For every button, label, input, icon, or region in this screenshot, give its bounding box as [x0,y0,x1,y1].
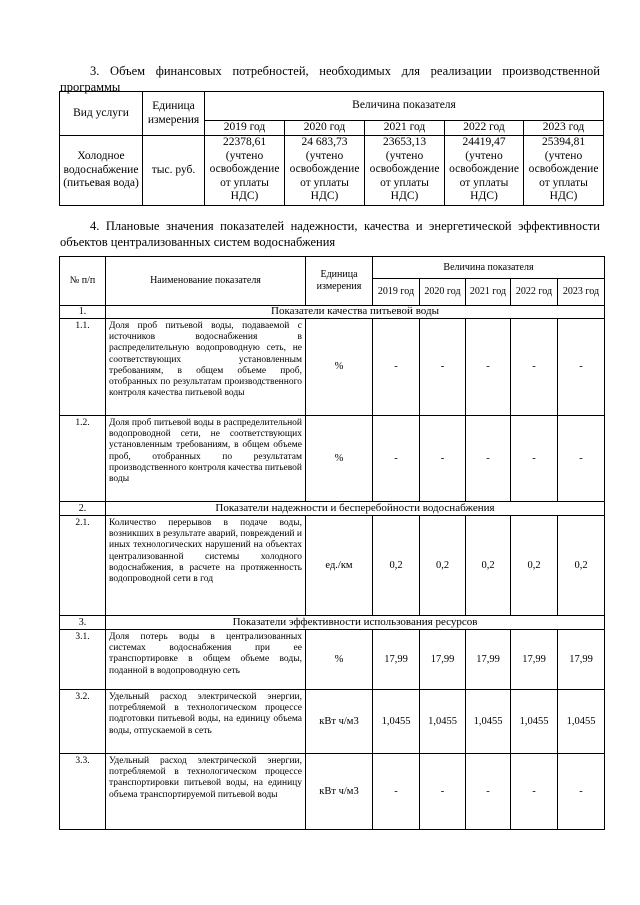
col-unit-header: Единица измерения [306,257,373,306]
col-name-header: Наименование показателя [106,257,306,306]
row-name: Доля проб питьевой воды в распределительной водопроводной сети, не соответствующих установленным требованиям, в общем объеме проб, отобранных по результатам производственного контроля качества питьевой воды [106,416,306,502]
row-value: 17,99 [558,630,605,690]
amount-value: 22378,61 [222,136,267,148]
group-num: 3. [60,616,106,630]
row-value: 17,99 [373,630,420,690]
amount-note: (учтено освобождение от уплаты НДС) [369,149,440,202]
row-value: - [373,416,420,502]
row-unit: % [306,416,373,502]
year-header: 2019 год [373,279,420,306]
service-cell: Холодное водоснабжение (питьевая вода) [60,136,143,206]
row-value: 17,99 [420,630,466,690]
row-unit: % [306,319,373,416]
row-name: Доля проб питьевой воды, подаваемой с источников водоснабжения в распределительную водопроводную сеть, не соответствующих установленным требованиям, в общем объеме проб, отобранных по результатам производственного контроля качества питьевой воды [106,319,306,416]
amount-cell [365,136,445,206]
row-value: 0,2 [511,516,558,616]
row-value: 1,0455 [373,690,420,754]
col-value-header: Величина показателя [373,257,605,279]
year-header: 2023 год [524,121,604,136]
row-value: 0,2 [558,516,605,616]
row-name: Удельный расход электрической энергии, потребляемой в технологическом процессе подготовки питьевой воды, на единицу объема воды, отпускаемой в сеть [106,690,306,754]
row-value: 0,2 [373,516,420,616]
row-value: - [373,754,420,830]
col-unit-header: Единица измерения [143,92,205,136]
year-header: 2021 год [466,279,511,306]
row-value: - [420,754,466,830]
row-num: 2.1. [60,516,106,616]
amount-value: 24419,47 [462,136,506,148]
row-num: 3.2. [60,690,106,754]
amount-value: 24 683,73 [301,136,348,148]
row-num: 3.3. [60,754,106,830]
row-value: - [420,416,466,502]
row-num: 1.2. [60,416,106,502]
row-value: - [558,319,605,416]
amount-cell [445,136,524,206]
row-value: 17,99 [466,630,511,690]
year-header: 2020 год [420,279,466,306]
amount-value: 23653,13 [382,136,427,148]
col-value-header: Величина показателя [205,92,604,121]
indicators-table [59,256,605,830]
row-value: 17,99 [511,630,558,690]
row-num: 1.1. [60,319,106,416]
row-value: 0,2 [466,516,511,616]
year-header: 2023 год [558,279,605,306]
group-title: Показатели качества питьевой воды [106,306,605,319]
group-title: Показатели эффективности использования ресурсов [106,616,605,630]
amount-cell [205,136,285,206]
row-value: - [558,416,605,502]
row-unit: % [306,630,373,690]
amount-note: (учтено освобождение от уплаты НДС) [209,149,280,202]
row-value: - [511,416,558,502]
row-value: - [466,319,511,416]
year-header: 2020 год [285,121,365,136]
row-unit: кВт ч/м3 [306,754,373,830]
row-num: 3.1. [60,630,106,690]
amount-note: (учтено освобождение от уплаты НДС) [528,149,599,202]
group-title: Показатели надежности и бесперебойности водоснабжения [106,502,605,516]
year-header: 2019 год [205,121,285,136]
row-value: 1,0455 [511,690,558,754]
row-value: - [420,319,466,416]
amount-note: (учтено освобождение от уплаты НДС) [449,149,519,202]
group-num: 2. [60,502,106,516]
row-value: 0,2 [420,516,466,616]
row-name: Количество перерывов в подаче воды, возникших в результате аварий, повреждений и иных технологических нарушений на объектах централизованной системы холодного водоснабжения, в расчете на протяженность водопроводной сети в год [106,516,306,616]
row-value: 1,0455 [420,690,466,754]
row-value: - [511,754,558,830]
year-header: 2022 год [445,121,524,136]
unit-cell: тыс. руб. [143,136,205,206]
row-value: - [373,319,420,416]
amount-value: 25394,81 [541,136,586,148]
amount-cell [285,136,365,206]
row-unit: кВт ч/м3 [306,690,373,754]
group-num: 1. [60,306,106,319]
row-value: 1,0455 [558,690,605,754]
row-value: 1,0455 [466,690,511,754]
row-name: Доля потерь воды в централизованных системах водоснабжения при ее транспортировке в общем объеме воды, поданной в водопроводную сеть [106,630,306,690]
row-value: - [558,754,605,830]
financial-needs-table [59,91,604,206]
section-3-heading: 3. Объем финансовых потребностей, необходимых для реализации производственной программы [60,64,600,94]
amount-cell [524,136,604,206]
row-value: - [466,754,511,830]
col-num-header: № п/п [60,257,106,306]
row-value: - [466,416,511,502]
row-name: Удельный расход электрической энергии, потребляемой в технологическом процессе транспортировки питьевой воды, на единицу объема транспортируемой питьевой воды [106,754,306,830]
row-unit: ед./км [306,516,373,616]
year-header: 2022 год [511,279,558,306]
col-service-header: Вид услуги [60,92,143,136]
amount-note: (учтено освобождение от уплаты НДС) [289,149,360,202]
year-header: 2021 год [365,121,445,136]
section-4-heading: 4. Плановые значения показателей надежности, качества и энергетической эффективности объектов централизованных систем водоснабжения [60,219,600,249]
row-value: - [511,319,558,416]
